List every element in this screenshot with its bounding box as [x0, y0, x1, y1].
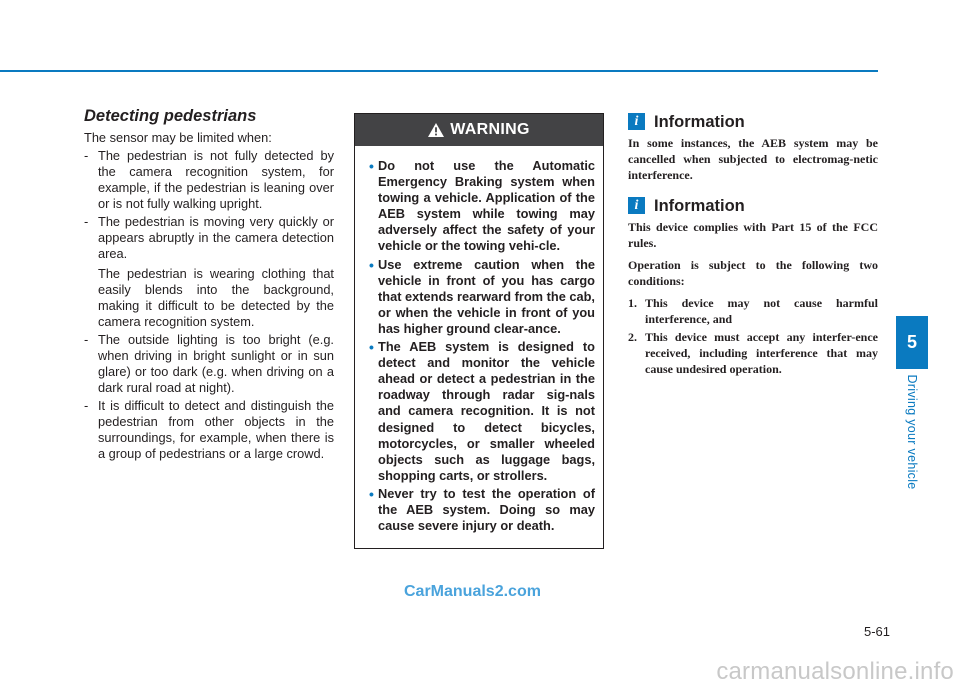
- information-text: In some instances, the AEB system may be cancelled when subjected to electromag-netic interference.: [628, 136, 878, 182]
- chapter-tab: 5: [896, 316, 928, 369]
- warning-title: WARNING: [450, 121, 530, 138]
- list-item: [84, 398, 334, 462]
- item-number: 2.: [628, 330, 637, 344]
- bullet-marker: •: [369, 339, 374, 356]
- warning-item-text: Do not use the Automatic Emergency Braking system when towing a vehicle. Application of the AEB system while towing may adversely affect the safety of your vehicle or the towing vehi-cle.: [378, 158, 595, 254]
- information-block: [628, 197, 878, 377]
- warning-item-text: Never try to test the operation of the AEB system. Doing so may cause severe injury or death.: [378, 485, 595, 534]
- left-column: [84, 108, 334, 464]
- numbered-item: [628, 329, 878, 377]
- warning-item-text: Use extreme caution when the vehicle in front of you has cargo that extends rearward from the cab, or when the vehicle in front of you has higher ground clear-ance.: [378, 256, 595, 336]
- information-heading: [628, 113, 878, 130]
- numbered-item-text: This device may not cause harmful interference, and: [645, 296, 878, 326]
- warning-box: [354, 113, 604, 549]
- list-item-text: The pedestrian is moving very quickly or appears abruptly in the camera detection area.: [98, 214, 334, 261]
- warning-triangle-icon: [428, 123, 444, 137]
- information-block: [628, 113, 878, 183]
- list-item-text: The outside lighting is too bright (e.g. when driving in bright sunlight or in sun glare) or too dark (e.g. when driving on a dark rural road at night).: [98, 332, 334, 395]
- list-item-text: It is difficult to detect and distinguish the pedestrian from other objects in the surroundings, for example, when there is a group of pedestrians or a large crowd.: [98, 398, 334, 461]
- page-number: 5-61: [863, 624, 890, 639]
- dash-marker: -: [84, 214, 89, 229]
- warning-header: [355, 114, 603, 146]
- bullet-marker: •: [369, 485, 374, 502]
- dash-marker: -: [84, 332, 89, 347]
- list-item-text: The pedestrian is not fully detected by the camera recognition system, for example, if the pedestrian is leaning over or is not fully walking upright.: [98, 148, 334, 211]
- list-item: [84, 148, 334, 212]
- bullet-marker: •: [369, 256, 374, 273]
- warning-item: [369, 339, 595, 484]
- numbered-item: [628, 295, 878, 327]
- information-heading: [628, 197, 878, 214]
- information-icon: i: [628, 113, 645, 130]
- information-text: This device complies with Part 15 of the FCC rules.: [628, 220, 878, 250]
- watermark-carmanualsonline[interactable]: carmanualsonline.info: [716, 658, 954, 685]
- dash-marker: -: [84, 148, 89, 163]
- information-text: Operation is subject to the following two conditions:: [628, 258, 878, 288]
- information-title: Information: [654, 112, 745, 131]
- warning-item: [369, 158, 595, 255]
- watermark-carmanuals2[interactable]: CarManuals2.com: [404, 583, 541, 600]
- section-title: Detecting pedestrians: [84, 107, 257, 125]
- dash-marker: -: [84, 398, 89, 413]
- bullet-marker: •: [369, 158, 374, 174]
- warning-item: [369, 486, 595, 534]
- item-number: 1.: [628, 296, 637, 310]
- right-column: [628, 113, 878, 379]
- warning-item: [369, 257, 595, 337]
- warning-item-text: The AEB system is designed to detect and monitor the vehicle ahead or detect a pedestrian in the roadway through radar sig-nals and camera recognition. It is not designed to detect bicycles, motorcycles, or smaller wheeled objects such as luggage bags, shopping carts, or strollers.: [378, 339, 595, 483]
- information-icon: i: [628, 197, 645, 214]
- information-title: Information: [654, 196, 745, 215]
- list-item: [84, 332, 334, 396]
- top-rule: [0, 70, 878, 72]
- list-paragraph: The pedestrian is wearing clothing that easily blends into the background, making it difficult to be detected by the camera recognition system.: [98, 266, 334, 329]
- chapter-label: Driving your vehicle: [905, 374, 919, 490]
- warning-list: [355, 146, 603, 534]
- numbered-item-text: This device must accept any interfer-ence received, including interference that may cause undesired operation.: [645, 330, 878, 376]
- list-item: [84, 214, 334, 262]
- intro-text: The sensor may be limited when:: [84, 130, 272, 145]
